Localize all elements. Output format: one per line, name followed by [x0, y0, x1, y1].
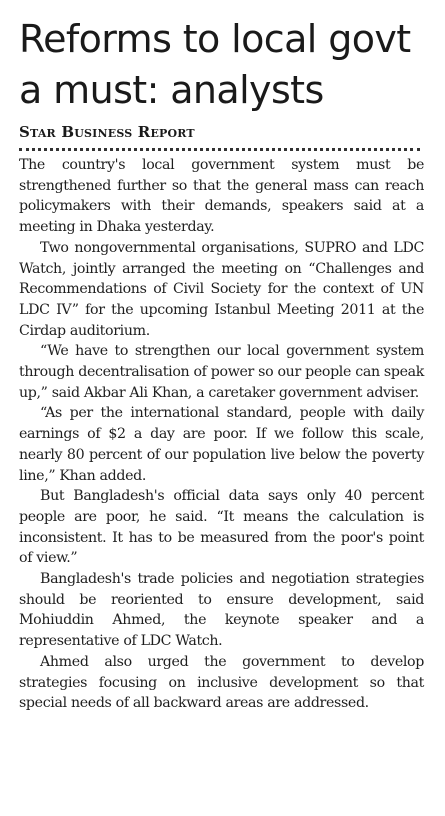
article-headline: [19, 14, 423, 116]
headline-line-1: Reforms to local govt: [19, 17, 411, 61]
body-paragraph-5: But Bangladesh's official data says only 40 percent people are poor, he said. “It means the calculation is inconsistent. It has to be measured from the poor's point of view.”: [19, 488, 424, 567]
headline-line-2: a must: analysts: [19, 68, 324, 112]
article-body: [19, 155, 424, 714]
byline: Star Business Report: [19, 123, 195, 141]
body-paragraph-1: The country's local government system must be strengthened further so that the general mass can reach policymakers with their demands, speakers said at a meeting in Dhaka yesterday.: [19, 157, 424, 236]
body-paragraph-6: Bangladesh's trade policies and negotiation strategies should be reoriented to ensure development, said Mohiuddin Ahmed, the keynote speaker and a representative of LDC Watch.: [19, 571, 424, 650]
dotted-divider: [19, 148, 420, 151]
body-paragraph-2: Two nongovernmental organisations, SUPRO and LDC Watch, jointly arranged the meeting on “Challenges and Recommendations of Civil Society for the context of UN LDC IV” for the upcoming Istanbul Meeting 2011 at the Cirdap auditorium.: [19, 239, 424, 339]
body-paragraph-4: “As per the international standard, people with daily earnings of $2 a day are poor. If we follow this scale, nearly 80 percent of our population live below the poverty line,” Khan added.: [19, 405, 424, 484]
body-paragraph-7: Ahmed also urged the government to develop strategies focusing on inclusive development so that special needs of all backward areas are addressed.: [19, 653, 424, 712]
body-paragraph-3: “We have to strengthen our local government system through decentralisation of power so our people can speak up,” said Akbar Ali Khan, a caretaker government adviser.: [19, 343, 424, 401]
